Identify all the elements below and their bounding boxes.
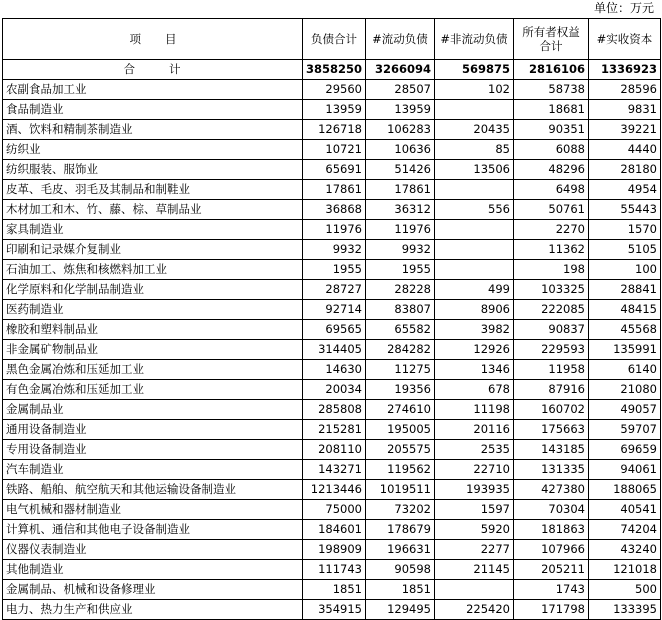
value-cell: 28507 [366,80,435,100]
value-cell: 21145 [435,560,514,580]
value-cell: 193935 [435,480,514,500]
header-row [3,19,661,60]
value-cell: 40541 [589,500,661,520]
value-cell: 10721 [303,140,366,160]
value-cell: 13959 [366,100,435,120]
value-cell: 1955 [303,260,366,280]
value-cell [435,240,514,260]
value-cell: 49057 [589,400,661,420]
table-row [3,180,661,200]
value-cell: 21080 [589,380,661,400]
total-row [3,60,661,80]
value-cell: 119562 [366,460,435,480]
table-row [3,120,661,140]
industry-name: 医药制造业 [3,300,303,320]
value-cell: 19356 [366,380,435,400]
industry-name: 印刷和记录媒介复制业 [3,240,303,260]
table-row [3,260,661,280]
value-cell: 59707 [589,420,661,440]
value-cell: 20435 [435,120,514,140]
value-cell: 28727 [303,280,366,300]
value-cell: 184601 [303,520,366,540]
value-cell: 160702 [514,400,589,420]
table-row [3,220,661,240]
value-cell: 11958 [514,360,589,380]
value-cell: 188065 [589,480,661,500]
value-cell: 65691 [303,160,366,180]
total-label: 合计 [3,60,303,80]
value-cell: 285808 [303,400,366,420]
value-cell: 85 [435,140,514,160]
industry-name: 化学原料和化学制品制造业 [3,280,303,300]
value-cell: 17861 [366,180,435,200]
value-cell: 87916 [514,380,589,400]
value-cell: 126718 [303,120,366,140]
value-cell: 90351 [514,120,589,140]
value-cell: 90837 [514,320,589,340]
value-cell: 181863 [514,520,589,540]
value-cell: 100 [589,260,661,280]
industry-name: 汽车制造业 [3,460,303,480]
value-cell: 45568 [589,320,661,340]
table-row [3,340,661,360]
value-cell: 12926 [435,340,514,360]
value-cell: 1743 [514,580,589,600]
value-cell: 143271 [303,460,366,480]
value-cell [435,260,514,280]
value-cell: 29560 [303,80,366,100]
value-cell: 20116 [435,420,514,440]
table-row [3,520,661,540]
table-row [3,460,661,480]
value-cell [435,180,514,200]
industry-name: 其他制造业 [3,560,303,580]
value-cell: 1955 [366,260,435,280]
value-cell: 178679 [366,520,435,540]
value-cell: 133395 [589,600,661,620]
value-cell: 92714 [303,300,366,320]
value-cell: 274610 [366,400,435,420]
industry-name: 有色金属冶炼和压延加工业 [3,380,303,400]
table-row [3,480,661,500]
value-cell: 135991 [589,340,661,360]
value-cell: 50761 [514,200,589,220]
value-cell: 107966 [514,540,589,560]
value-cell: 70304 [514,500,589,520]
industry-name: 木材加工和木、竹、藤、棕、草制品业 [3,200,303,220]
value-cell: 2277 [435,540,514,560]
table-row [3,240,661,260]
value-cell [435,100,514,120]
value-cell [435,580,514,600]
value-cell: 11362 [514,240,589,260]
value-cell: 205211 [514,560,589,580]
liabilities-equity-table [2,18,661,620]
value-cell: 1597 [435,500,514,520]
value-cell: 106283 [366,120,435,140]
value-cell: 4954 [589,180,661,200]
value-cell: 6088 [514,140,589,160]
value-cell: 6140 [589,360,661,380]
value-cell: 8906 [435,300,514,320]
value-cell: 1213446 [303,480,366,500]
industry-name: 农副食品加工业 [3,80,303,100]
value-cell: 102 [435,80,514,100]
value-cell: 1851 [366,580,435,600]
value-cell: 678 [435,380,514,400]
header-item: 项目 [3,19,303,60]
industry-name: 电力、热力生产和供应业 [3,600,303,620]
value-cell: 65582 [366,320,435,340]
value-cell: 1019511 [366,480,435,500]
total-cell: 2816106 [514,60,589,80]
value-cell: 69659 [589,440,661,460]
industry-name: 非金属矿物制品业 [3,340,303,360]
table-row [3,80,661,100]
value-cell: 175663 [514,420,589,440]
table-row [3,140,661,160]
value-cell: 2270 [514,220,589,240]
value-cell: 55443 [589,200,661,220]
industry-name: 计算机、通信和其他电子设备制造业 [3,520,303,540]
value-cell: 195005 [366,420,435,440]
value-cell: 58738 [514,80,589,100]
value-cell: 11198 [435,400,514,420]
value-cell: 103325 [514,280,589,300]
value-cell: 427380 [514,480,589,500]
header-paid-in-capital: #实收资本 [589,19,661,60]
value-cell: 4440 [589,140,661,160]
value-cell: 556 [435,200,514,220]
value-cell: 73202 [366,500,435,520]
industry-name: 专用设备制造业 [3,440,303,460]
value-cell: 43240 [589,540,661,560]
industry-name: 纺织业 [3,140,303,160]
value-cell: 1851 [303,580,366,600]
value-cell: 18681 [514,100,589,120]
industry-name: 酒、饮料和精制茶制造业 [3,120,303,140]
value-cell: 208110 [303,440,366,460]
value-cell: 11976 [303,220,366,240]
value-cell: 198 [514,260,589,280]
value-cell: 143185 [514,440,589,460]
table-row [3,280,661,300]
industry-name: 橡胶和塑料制品业 [3,320,303,340]
value-cell: 5920 [435,520,514,540]
value-cell: 500 [589,580,661,600]
value-cell: 11976 [366,220,435,240]
value-cell: 6498 [514,180,589,200]
table-row [3,600,661,620]
header-noncurrent-liabilities: #非流动负债 [435,19,514,60]
table-row [3,400,661,420]
value-cell: 28596 [589,80,661,100]
value-cell: 222085 [514,300,589,320]
total-cell: 569875 [435,60,514,80]
value-cell: 198909 [303,540,366,560]
value-cell: 2535 [435,440,514,460]
value-cell: 22710 [435,460,514,480]
table-row [3,160,661,180]
value-cell: 9831 [589,100,661,120]
value-cell: 13959 [303,100,366,120]
value-cell: 28180 [589,160,661,180]
value-cell: 9932 [366,240,435,260]
table-row [3,560,661,580]
total-cell: 3858250 [303,60,366,80]
value-cell: 3982 [435,320,514,340]
value-cell [435,220,514,240]
value-cell: 129495 [366,600,435,620]
industry-name: 家具制造业 [3,220,303,240]
value-cell: 74204 [589,520,661,540]
unit-label: 单位：万元 [593,1,654,15]
table-row [3,440,661,460]
table-row [3,580,661,600]
industry-name: 黑色金属冶炼和压延加工业 [3,360,303,380]
value-cell: 196631 [366,540,435,560]
value-cell: 36868 [303,200,366,220]
header-owners-equity: 所有者权益合计 [514,19,589,60]
value-cell: 111743 [303,560,366,580]
table-row [3,100,661,120]
value-cell: 94061 [589,460,661,480]
value-cell: 48415 [589,300,661,320]
value-cell: 9932 [303,240,366,260]
value-cell: 171798 [514,600,589,620]
value-cell: 36312 [366,200,435,220]
industry-name: 金属制品业 [3,400,303,420]
value-cell: 17861 [303,180,366,200]
header-total-liabilities: 负债合计 [303,19,366,60]
table-row [3,380,661,400]
industry-name: 金属制品、机械和设备修理业 [3,580,303,600]
table-row [3,200,661,220]
value-cell: 229593 [514,340,589,360]
value-cell: 83807 [366,300,435,320]
table-row [3,540,661,560]
table-row [3,320,661,340]
value-cell: 69565 [303,320,366,340]
value-cell: 215281 [303,420,366,440]
table-row [3,300,661,320]
industry-name: 铁路、船舶、航空航天和其他运输设备制造业 [3,480,303,500]
value-cell: 284282 [366,340,435,360]
table-row [3,500,661,520]
value-cell: 499 [435,280,514,300]
value-cell: 28228 [366,280,435,300]
industry-name: 食品制造业 [3,100,303,120]
industry-name: 仪器仪表制造业 [3,540,303,560]
value-cell: 14630 [303,360,366,380]
total-cell: 3266094 [366,60,435,80]
value-cell: 13506 [435,160,514,180]
industry-name: 皮革、毛皮、羽毛及其制品和制鞋业 [3,180,303,200]
value-cell: 39221 [589,120,661,140]
value-cell: 28841 [589,280,661,300]
table-row [3,420,661,440]
value-cell: 10636 [366,140,435,160]
value-cell: 225420 [435,600,514,620]
value-cell: 1570 [589,220,661,240]
value-cell: 48296 [514,160,589,180]
value-cell: 5105 [589,240,661,260]
value-cell: 354915 [303,600,366,620]
value-cell: 121018 [589,560,661,580]
value-cell: 90598 [366,560,435,580]
value-cell: 314405 [303,340,366,360]
value-cell: 1346 [435,360,514,380]
industry-name: 电气机械和器材制造业 [3,500,303,520]
industry-name: 通用设备制造业 [3,420,303,440]
value-cell: 20034 [303,380,366,400]
value-cell: 205575 [366,440,435,460]
industry-name: 石油加工、炼焦和核燃料加工业 [3,260,303,280]
value-cell: 131335 [514,460,589,480]
value-cell: 11275 [366,360,435,380]
total-cell: 1336923 [589,60,661,80]
industry-name: 纺织服装、服饰业 [3,160,303,180]
value-cell: 51426 [366,160,435,180]
header-current-liabilities: #流动负债 [366,19,435,60]
value-cell: 75000 [303,500,366,520]
table-row [3,360,661,380]
